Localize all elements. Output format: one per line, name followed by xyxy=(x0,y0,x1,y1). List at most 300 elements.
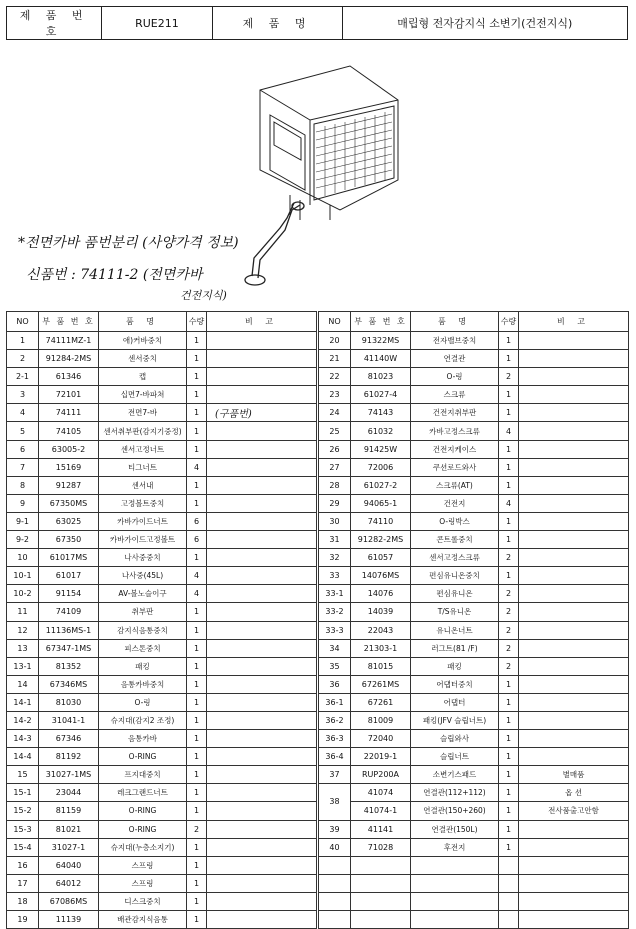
row-part-no xyxy=(351,874,411,892)
row-part-no: 21303-1 xyxy=(351,639,411,657)
table-row xyxy=(7,458,317,476)
table-row xyxy=(7,603,317,621)
row-part-no: 61017 xyxy=(39,567,99,585)
row-qty: 1 xyxy=(499,476,519,494)
col-no-header: NO xyxy=(7,312,39,332)
table-row xyxy=(319,476,629,494)
row-part-no: 81352 xyxy=(39,657,99,675)
row-note xyxy=(207,693,317,711)
col-part-header: 부 품 번 호 xyxy=(39,312,99,332)
row-qty: 1 xyxy=(187,766,207,784)
row-part-name: 어댑터중치 xyxy=(411,675,499,693)
table-row xyxy=(7,675,317,693)
row-note xyxy=(519,730,629,748)
row-no: 27 xyxy=(319,458,351,476)
table-row xyxy=(319,766,629,784)
row-part-name: 건전지케이스 xyxy=(411,440,499,458)
row-part-no: 11139 xyxy=(39,911,99,929)
row-part-name: 카바가이드고정볼트 xyxy=(99,531,187,549)
row-part-no: 91154 xyxy=(39,585,99,603)
table-row xyxy=(7,368,317,386)
row-part-name: 편심유니온중치 xyxy=(411,567,499,585)
row-note xyxy=(519,675,629,693)
row-part-name: 피스톤중치 xyxy=(99,639,187,657)
table-row xyxy=(7,549,317,567)
product-name-value: 매립형 전자감지식 소변기(건전지식) xyxy=(342,7,627,40)
row-qty: 4 xyxy=(187,458,207,476)
row-part-no xyxy=(351,911,411,929)
table-row xyxy=(319,422,629,440)
row-part-no: 67350MS xyxy=(39,494,99,512)
row-no: 15 xyxy=(7,766,39,784)
row-note xyxy=(519,856,629,874)
row-part-name: 음통카바 xyxy=(99,730,187,748)
row-part-no: 81030 xyxy=(39,693,99,711)
table-row xyxy=(7,766,317,784)
row-qty: 1 xyxy=(499,730,519,748)
row-qty xyxy=(499,911,519,929)
row-part-name: 슈지대(누층소지기) xyxy=(99,838,187,856)
table-row xyxy=(319,911,629,929)
row-no: 15-2 xyxy=(7,802,39,820)
row-qty: 1 xyxy=(499,802,519,820)
row-part-name: O-RING xyxy=(99,748,187,766)
row-note xyxy=(207,730,317,748)
row-part-no: 91425W xyxy=(351,440,411,458)
row-no: 9 xyxy=(7,494,39,512)
row-part-name: 전자밸브중치 xyxy=(411,332,499,350)
row-part-no: 67350 xyxy=(39,531,99,549)
row-part-no: 23044 xyxy=(39,784,99,802)
row-part-name: 애)커바중치 xyxy=(99,332,187,350)
row-no: 31 xyxy=(319,531,351,549)
row-note xyxy=(207,838,317,856)
table-row xyxy=(7,892,317,910)
table-row xyxy=(7,838,317,856)
row-qty: 1 xyxy=(187,639,207,657)
row-part-name: 센서중치 xyxy=(99,350,187,368)
col-note-header: 비 고 xyxy=(519,312,629,332)
row-part-no: 31027-1MS xyxy=(39,766,99,784)
row-part-no: 71028 xyxy=(351,838,411,856)
table-row xyxy=(7,567,317,585)
row-qty: 1 xyxy=(499,350,519,368)
row-no: 36 xyxy=(319,675,351,693)
row-qty: 1 xyxy=(187,693,207,711)
row-part-name: 센서내 xyxy=(99,476,187,494)
row-part-name: 패킹 xyxy=(99,657,187,675)
row-qty: 1 xyxy=(499,440,519,458)
row-note xyxy=(519,332,629,350)
row-part-no: 64040 xyxy=(39,856,99,874)
row-note xyxy=(519,494,629,512)
row-note xyxy=(519,748,629,766)
row-note xyxy=(207,332,317,350)
row-part-no: 14039 xyxy=(351,603,411,621)
row-part-name: 슈지대(감지2 조정) xyxy=(99,711,187,729)
row-qty: 1 xyxy=(499,784,519,802)
row-qty: 1 xyxy=(187,332,207,350)
row-part-name: 센서취부판(감지기중정) xyxy=(99,422,187,440)
row-no: 7 xyxy=(7,458,39,476)
row-qty: 1 xyxy=(187,838,207,856)
row-note xyxy=(519,476,629,494)
row-qty: 1 xyxy=(499,386,519,404)
row-qty: 1 xyxy=(187,368,207,386)
row-part-name: 스크류 xyxy=(411,386,499,404)
row-part-name: 연결관(150L) xyxy=(411,820,499,838)
table-row xyxy=(7,494,317,512)
row-part-name: 음통카바중치 xyxy=(99,675,187,693)
row-qty: 1 xyxy=(499,332,519,350)
row-part-no: 31027-1 xyxy=(39,838,99,856)
row-no: 37 xyxy=(319,766,351,784)
row-part-no: RUP200A xyxy=(351,766,411,784)
row-part-no: 74143 xyxy=(351,404,411,422)
table-row xyxy=(7,639,317,657)
table-row xyxy=(319,711,629,729)
row-qty: 2 xyxy=(499,368,519,386)
handwritten-note-line1: *전면카바 품번분리 (사양가격 정보) xyxy=(18,235,239,251)
parts-table-right xyxy=(318,311,629,929)
col-name-header: 품 명 xyxy=(411,312,499,332)
row-part-name: 슬립와사 xyxy=(411,730,499,748)
row-part-no: 31041-1 xyxy=(39,711,99,729)
row-part-no: 61057 xyxy=(351,549,411,567)
row-part-no: 41141 xyxy=(351,820,411,838)
row-note xyxy=(519,549,629,567)
table-row xyxy=(319,675,629,693)
parts-table-left xyxy=(6,311,317,929)
row-qty xyxy=(499,892,519,910)
row-no: 22 xyxy=(319,368,351,386)
row-qty: 2 xyxy=(499,603,519,621)
product-name-label: 제 품 명 xyxy=(212,7,342,40)
row-part-no: 91287 xyxy=(39,476,99,494)
row-part-name: 유니온너트 xyxy=(411,621,499,639)
col-name-header: 품 명 xyxy=(99,312,187,332)
table-row xyxy=(319,531,629,549)
table-row xyxy=(7,693,317,711)
row-no: 14 xyxy=(7,675,39,693)
row-part-name: O-RING xyxy=(99,802,187,820)
row-part-no: 64012 xyxy=(39,874,99,892)
row-part-name: 프지대중치 xyxy=(99,766,187,784)
row-note xyxy=(207,585,317,603)
table-row xyxy=(7,350,317,368)
row-part-no: 41074 xyxy=(351,784,411,802)
row-qty xyxy=(499,856,519,874)
row-part-name: 편심유니온 xyxy=(411,585,499,603)
row-no: 4 xyxy=(7,404,39,422)
row-part-no: 74111MZ-1 xyxy=(39,332,99,350)
table-row xyxy=(319,748,629,766)
product-code-label: 제 품 번 호 xyxy=(7,7,102,40)
row-note xyxy=(519,639,629,657)
row-no: 18 xyxy=(7,892,39,910)
row-part-name: 연결관(112+112) xyxy=(411,784,499,802)
row-qty: 1 xyxy=(187,675,207,693)
row-part-name: 티그너트 xyxy=(99,458,187,476)
row-part-name: 스프링 xyxy=(99,874,187,892)
col-no-header: NO xyxy=(319,312,351,332)
row-part-name: 나사중중치 xyxy=(99,549,187,567)
row-note xyxy=(207,639,317,657)
row-note xyxy=(207,621,317,639)
row-note xyxy=(207,440,317,458)
row-qty: 1 xyxy=(187,386,207,404)
row-no: 6 xyxy=(7,440,39,458)
row-part-name: 콘트롤중치 xyxy=(411,531,499,549)
table-row xyxy=(7,332,317,350)
row-part-no: 11136MS-1 xyxy=(39,621,99,639)
table-row xyxy=(319,874,629,892)
row-note: (구품번) xyxy=(207,404,317,422)
row-note xyxy=(207,766,317,784)
table-row xyxy=(319,494,629,512)
row-no: 26 xyxy=(319,440,351,458)
row-part-no: 67347-1MS xyxy=(39,639,99,657)
col-qty-header: 수량 xyxy=(499,312,519,332)
row-part-no: 81009 xyxy=(351,711,411,729)
table-row xyxy=(319,332,629,350)
table-row xyxy=(319,621,629,639)
row-part-no: 72006 xyxy=(351,458,411,476)
table-row xyxy=(319,639,629,657)
row-note xyxy=(207,567,317,585)
table-row xyxy=(7,748,317,766)
row-note xyxy=(519,458,629,476)
table-row xyxy=(7,621,317,639)
row-note xyxy=(207,892,317,910)
table-row xyxy=(319,386,629,404)
row-no: 13 xyxy=(7,639,39,657)
row-part-no xyxy=(351,892,411,910)
row-part-no: 22043 xyxy=(351,621,411,639)
row-note xyxy=(207,856,317,874)
row-note xyxy=(207,820,317,838)
row-no: 15-4 xyxy=(7,838,39,856)
row-part-no: 94065-1 xyxy=(351,494,411,512)
row-part-name: 슬립너트 xyxy=(411,748,499,766)
row-no xyxy=(319,874,351,892)
table-row xyxy=(7,874,317,892)
row-part-name: 레크그랜드너트 xyxy=(99,784,187,802)
row-part-name: 감지식음통중치 xyxy=(99,621,187,639)
row-qty: 4 xyxy=(187,585,207,603)
row-qty: 4 xyxy=(499,494,519,512)
row-no: 24 xyxy=(319,404,351,422)
row-part-name: O-링 xyxy=(99,693,187,711)
row-no: 33-1 xyxy=(319,585,351,603)
row-qty: 1 xyxy=(187,404,207,422)
row-note xyxy=(519,911,629,929)
row-part-no: 91322MS xyxy=(351,332,411,350)
row-qty: 1 xyxy=(187,911,207,929)
row-no: 20 xyxy=(319,332,351,350)
row-note xyxy=(519,711,629,729)
row-no: 36-2 xyxy=(319,711,351,729)
row-part-no: 14076MS xyxy=(351,567,411,585)
row-part-no: 63005-2 xyxy=(39,440,99,458)
row-part-name: 어댑터 xyxy=(411,693,499,711)
row-part-no: 15169 xyxy=(39,458,99,476)
row-no: 25 xyxy=(319,422,351,440)
row-note xyxy=(207,512,317,530)
row-no: 14-4 xyxy=(7,748,39,766)
row-no: 33-3 xyxy=(319,621,351,639)
row-part-name xyxy=(411,911,499,929)
row-part-no: 67261MS xyxy=(351,675,411,693)
handwritten-note-line3: 건전지식) xyxy=(180,289,227,302)
row-qty: 1 xyxy=(187,892,207,910)
row-no: 40 xyxy=(319,838,351,856)
row-part-no: 61017MS xyxy=(39,549,99,567)
row-no: 8 xyxy=(7,476,39,494)
row-qty: 1 xyxy=(187,802,207,820)
row-note xyxy=(207,802,317,820)
row-note xyxy=(519,567,629,585)
row-note xyxy=(519,874,629,892)
row-no: 2-1 xyxy=(7,368,39,386)
row-note xyxy=(207,603,317,621)
table-row xyxy=(7,856,317,874)
row-note xyxy=(207,458,317,476)
row-note xyxy=(519,693,629,711)
row-note xyxy=(207,911,317,929)
row-qty: 2 xyxy=(499,621,519,639)
row-no: 15-1 xyxy=(7,784,39,802)
row-part-name: 카바가이드너트 xyxy=(99,512,187,530)
row-part-name: 건전지취부판 xyxy=(411,404,499,422)
row-note xyxy=(519,404,629,422)
row-qty: 1 xyxy=(499,404,519,422)
row-qty: 1 xyxy=(499,711,519,729)
row-part-name: 센서고정스크류 xyxy=(411,549,499,567)
row-no: 39 xyxy=(319,820,351,838)
row-note xyxy=(207,711,317,729)
row-note xyxy=(207,422,317,440)
row-qty: 2 xyxy=(499,639,519,657)
table-row xyxy=(7,440,317,458)
row-qty: 1 xyxy=(187,422,207,440)
row-qty: 1 xyxy=(187,621,207,639)
table-row xyxy=(319,458,629,476)
row-part-name xyxy=(411,856,499,874)
table-row xyxy=(319,585,629,603)
row-note: 옵 션 xyxy=(519,784,629,802)
row-part-no: 81015 xyxy=(351,657,411,675)
row-part-no: 61027-2 xyxy=(351,476,411,494)
row-qty: 1 xyxy=(187,494,207,512)
table-row xyxy=(319,440,629,458)
row-qty: 1 xyxy=(187,874,207,892)
col-note-header: 비 고 xyxy=(207,312,317,332)
row-qty: 1 xyxy=(187,711,207,729)
row-part-name: 소변기스패드 xyxy=(411,766,499,784)
row-qty: 1 xyxy=(499,531,519,549)
row-no: 10-1 xyxy=(7,567,39,585)
row-no: 36-1 xyxy=(319,693,351,711)
row-note: 전사품출고안함 xyxy=(519,802,629,820)
row-no: 29 xyxy=(319,494,351,512)
row-part-name: 건전지 xyxy=(411,494,499,512)
row-note xyxy=(519,368,629,386)
row-no: 5 xyxy=(7,422,39,440)
row-no: 1 xyxy=(7,332,39,350)
table-row xyxy=(7,911,317,929)
row-no: 10-2 xyxy=(7,585,39,603)
row-qty: 1 xyxy=(499,748,519,766)
table-row xyxy=(319,567,629,585)
row-part-no: 67086MS xyxy=(39,892,99,910)
table-row xyxy=(319,892,629,910)
row-note xyxy=(519,838,629,856)
row-part-name: 연결관 xyxy=(411,350,499,368)
row-qty: 4 xyxy=(187,567,207,585)
row-part-name: O-RING xyxy=(99,820,187,838)
row-part-name: 센서고정너트 xyxy=(99,440,187,458)
row-qty: 1 xyxy=(499,567,519,585)
col-qty-header: 수량 xyxy=(187,312,207,332)
row-note xyxy=(207,368,317,386)
table-row xyxy=(319,730,629,748)
row-no: 12 xyxy=(7,621,39,639)
row-no: 14-3 xyxy=(7,730,39,748)
row-part-no: 91284-2MS xyxy=(39,350,99,368)
row-qty: 1 xyxy=(499,693,519,711)
row-qty: 2 xyxy=(499,585,519,603)
table-row xyxy=(7,512,317,530)
row-qty: 1 xyxy=(187,549,207,567)
table-row xyxy=(319,802,629,820)
row-no: 33 xyxy=(319,567,351,585)
row-part-name: O-링 xyxy=(411,368,499,386)
row-part-name: 러그트(81 /F) xyxy=(411,639,499,657)
col-part-header: 부 품 번 호 xyxy=(351,312,411,332)
row-note xyxy=(519,657,629,675)
row-no: 3 xyxy=(7,386,39,404)
row-qty: 2 xyxy=(499,549,519,567)
row-part-no: 74109 xyxy=(39,603,99,621)
row-part-name: 고정볼트중치 xyxy=(99,494,187,512)
table-row xyxy=(319,350,629,368)
row-no xyxy=(319,892,351,910)
row-part-no: 81023 xyxy=(351,368,411,386)
handwritten-note-line2: 신품번 : 74111-2 (전면카바 xyxy=(26,267,203,283)
table-row xyxy=(319,549,629,567)
row-no: 14-1 xyxy=(7,693,39,711)
table-row xyxy=(7,531,317,549)
row-no: 35 xyxy=(319,657,351,675)
row-note xyxy=(207,748,317,766)
table-row xyxy=(319,838,629,856)
row-note xyxy=(519,531,629,549)
row-no: 17 xyxy=(7,874,39,892)
row-part-name: 스크류(AT) xyxy=(411,476,499,494)
row-part-name: 카바고정스크류 xyxy=(411,422,499,440)
row-part-no: 67346 xyxy=(39,730,99,748)
row-part-no: 61346 xyxy=(39,368,99,386)
row-part-no: 22019-1 xyxy=(351,748,411,766)
row-qty: 1 xyxy=(187,603,207,621)
row-part-no: 72040 xyxy=(351,730,411,748)
row-part-name: AV-볼노슬이구 xyxy=(99,585,187,603)
row-qty: 1 xyxy=(499,675,519,693)
row-qty: 1 xyxy=(187,784,207,802)
table-row xyxy=(7,657,317,675)
table-header-row xyxy=(7,312,317,332)
